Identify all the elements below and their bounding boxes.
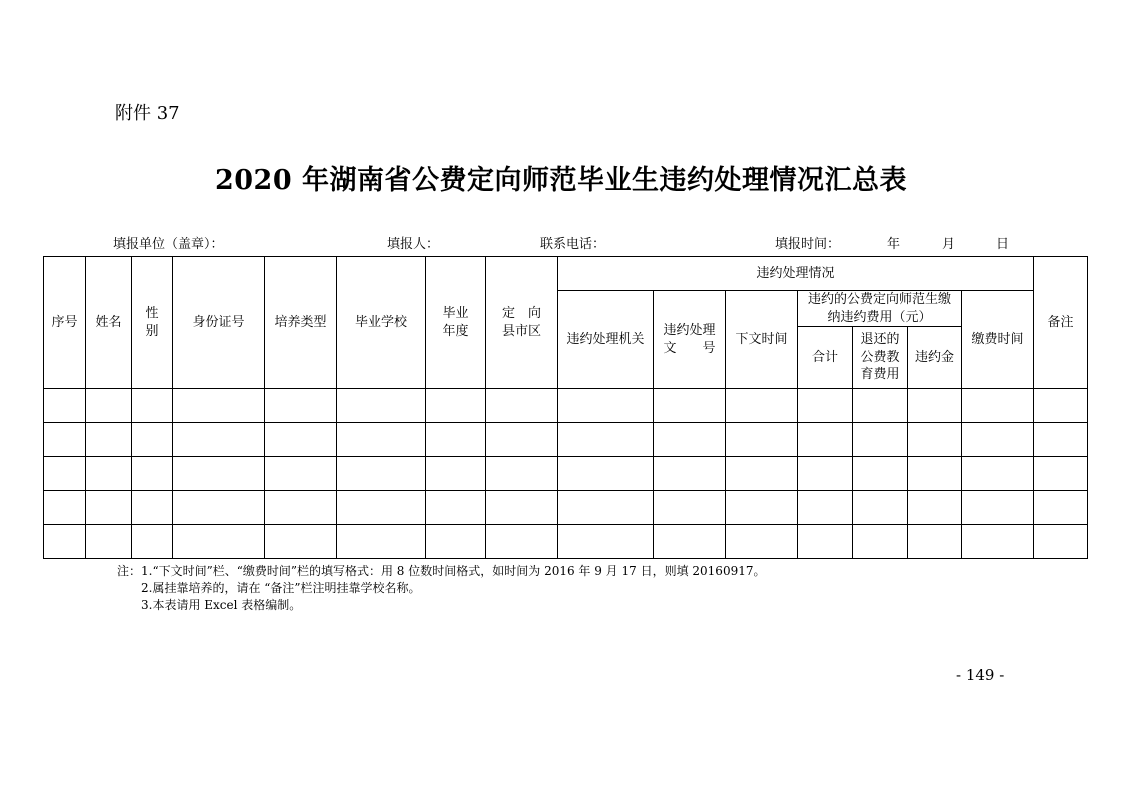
page-number: - 149 -: [956, 666, 1005, 684]
fill-day-label: 日: [996, 237, 1010, 252]
notes: [117, 563, 765, 614]
table-row: [44, 457, 1088, 491]
header-fee-group: 违约的公费定向师范生缴 纳违约费用（元）: [798, 291, 962, 327]
fill-month-label: 月: [942, 237, 956, 252]
page-title: 2020 年湖南省公费定向师范毕业生违约处理情况汇总表: [214, 165, 908, 196]
header-gender: 性 别: [132, 257, 173, 389]
header-remark: 备注: [1034, 257, 1088, 389]
fill-person-label: 填报人：: [387, 237, 440, 252]
header-id-number: 身份证号: [173, 257, 265, 389]
fill-unit-label: 填报单位（盖章）：: [113, 237, 224, 252]
header-county: 定 向 县市区: [486, 257, 558, 389]
note-2: 2.属挂靠培养的，请在 “备注”栏注明挂靠学校名称。: [141, 581, 421, 595]
header-name: 姓名: [86, 257, 132, 389]
header-penalty: 违约金: [908, 327, 962, 389]
header-total: 合计: [798, 327, 853, 389]
summary-table: [43, 256, 1088, 559]
header-refund: 退还的 公费教 育费用: [853, 327, 908, 389]
fill-phone-label: 联系电话：: [540, 237, 606, 252]
note-1: 注：1.“下文时间”栏、“缴费时间”栏的填写格式：用 8 位数时间格式，如时间为 2016 年 9 月 17 日，则填 20160917。: [117, 564, 766, 578]
table-row: [44, 423, 1088, 457]
fill-year-label: 年: [887, 237, 901, 252]
header-doc-number: 违约处理 文 号: [654, 291, 726, 389]
header-seq: 序号: [44, 257, 86, 389]
header-grad-year: 毕业 年度: [426, 257, 486, 389]
header-authority: 违约处理机关: [558, 291, 654, 389]
table-row: [44, 491, 1088, 525]
header-violation-group: 违约处理情况: [558, 257, 1034, 291]
table-row: [44, 525, 1088, 559]
header-training-type: 培养类型: [265, 257, 337, 389]
header-school: 毕业学校: [337, 257, 426, 389]
attachment-label: 附件 37: [115, 103, 180, 124]
header-pay-time: 缴费时间: [962, 291, 1034, 389]
header-issue-time: 下文时间: [726, 291, 798, 389]
note-3: 3.本表请用 Excel 表格编制。: [141, 598, 302, 612]
fill-time-label: 填报时间：: [775, 237, 841, 252]
table-row: [44, 389, 1088, 423]
